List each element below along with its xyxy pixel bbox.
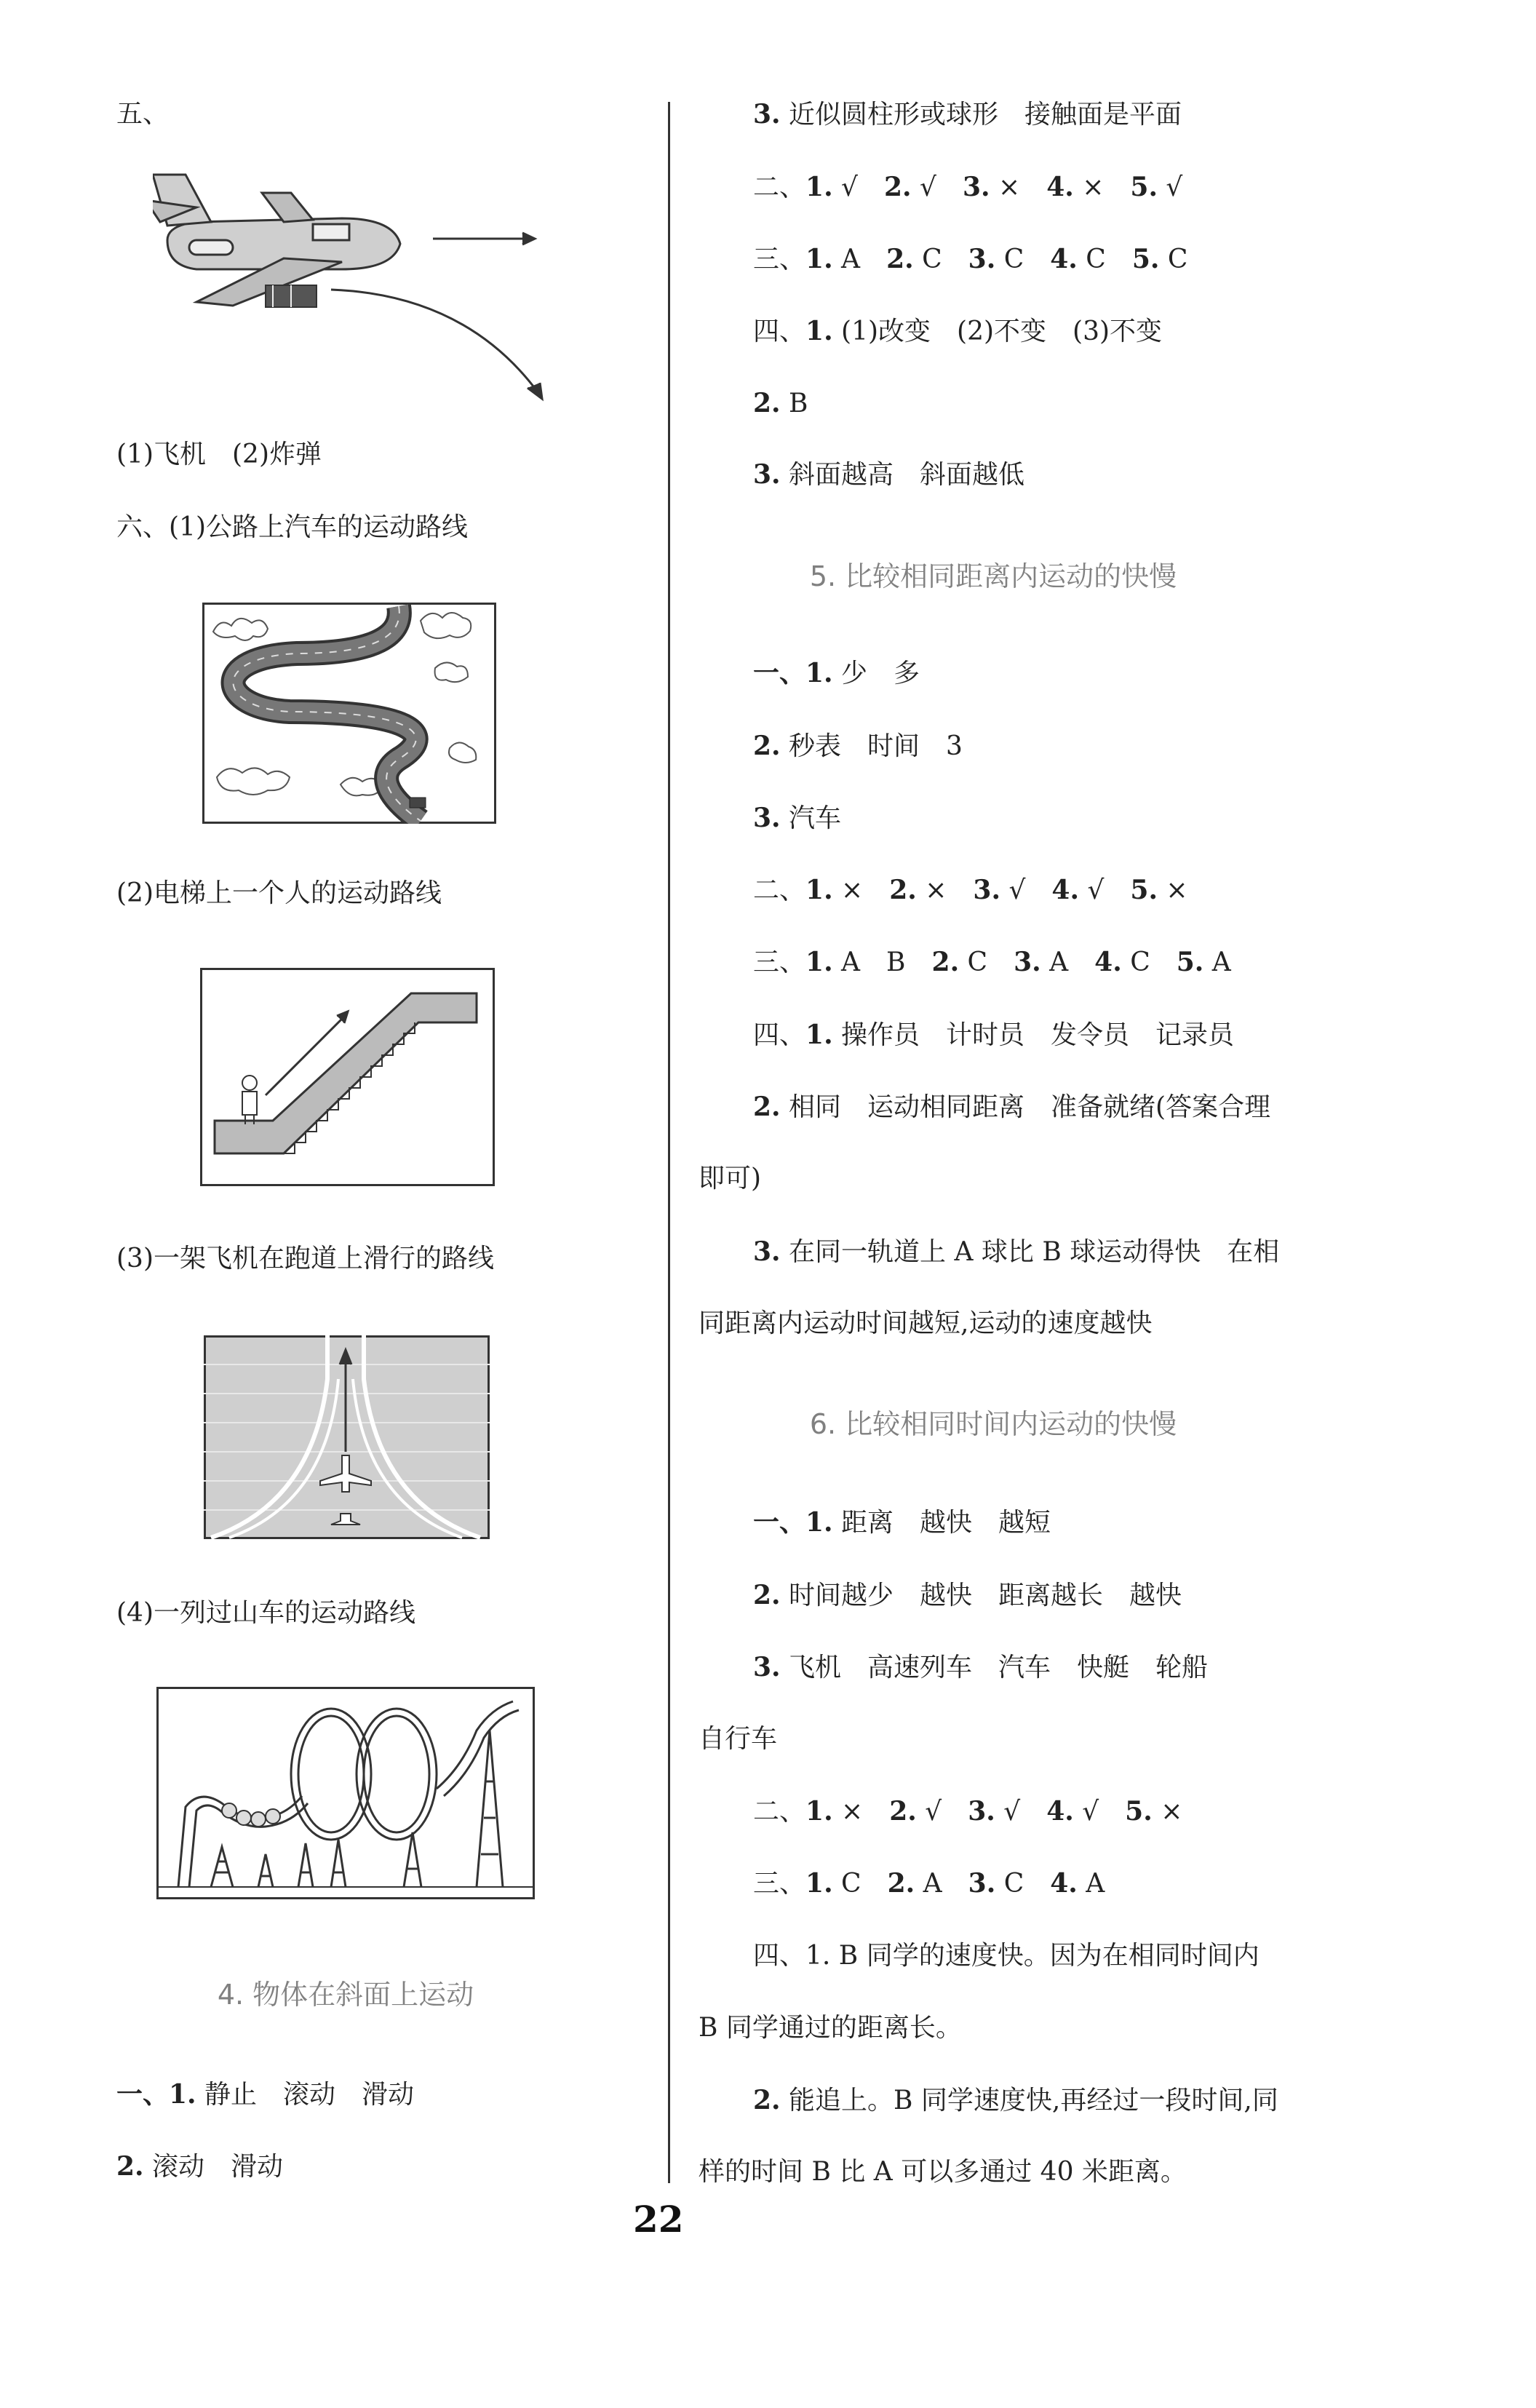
section-6-title: 6. 比较相同时间内运动的快慢 xyxy=(809,1408,1177,1440)
s6-answer-2: 2. 时间越少 越快 距离越长 越快 xyxy=(753,1580,1182,1610)
section-4-title: 4. 物体在斜面上运动 xyxy=(217,1979,474,2011)
road-car-figure xyxy=(202,603,496,824)
s5-si-2: 2. 相同 运动相同距离 准备就绪(答案合理 xyxy=(753,1092,1271,1122)
s5-answer-2: 2. 秒表 时间 3 xyxy=(753,731,963,761)
s6-san-row: 三、1. C 2. A 3. C 4. A xyxy=(753,1868,1105,1899)
rollercoaster-figure xyxy=(156,1687,535,1899)
s5-answer-1: 一、1. 少 多 xyxy=(753,658,920,688)
r-er-row: 二、1. √ 2. √ 3. × 4. × 5. √ xyxy=(753,172,1183,202)
s6-si-2: 2. 能追上。B 同学速度快,再经过一段时间,同 xyxy=(753,2085,1278,2115)
r-si-3: 3. 斜面越高 斜面越低 xyxy=(753,459,1025,490)
runway-figure xyxy=(204,1335,490,1539)
s4-answer-2: 2. 滚动 滑动 xyxy=(116,2151,284,2182)
s4-answer-1: 一、1. 静止 滚动 滑动 xyxy=(116,2079,415,2110)
q4-label: (4)一列过山车的运动路线 xyxy=(116,1598,415,1628)
s5-er-row: 二、1. × 2. × 3. √ 4. √ 5. × xyxy=(753,875,1188,905)
s6-answer-1: 一、1. 距离 越快 越短 xyxy=(753,1507,1051,1538)
r-answer-3: 3. 近似圆柱形或球形 接触面是平面 xyxy=(753,99,1182,130)
plane-caption: (1)飞机 (2)炸弹 xyxy=(116,440,322,469)
q3-label: (3)一架飞机在跑道上滑行的路线 xyxy=(116,1244,494,1273)
s5-answer-3: 3. 汽车 xyxy=(753,803,842,833)
r-si-1: 四、1. (1)改变 (2)不变 (3)不变 xyxy=(753,316,1163,346)
column-divider xyxy=(668,102,670,2183)
airplane-bomb-figure xyxy=(153,167,553,408)
bomb-icon xyxy=(266,285,317,307)
section-liu-q1: 六、(1)公路上汽车的运动路线 xyxy=(116,512,468,542)
s6-si-1: 四、1. B 同学的速度快。因为在相同时间内 xyxy=(753,1941,1260,1971)
s5-san-row: 三、1. A B 2. C 3. A 4. C 5. A xyxy=(753,947,1231,977)
s5-si-3: 3. 在同一轨道上 A 球比 B 球运动得快 在相 xyxy=(753,1236,1280,1267)
s6-answer-3: 3. 飞机 高速列车 汽车 快艇 轮船 xyxy=(753,1652,1209,1682)
page-number: 22 xyxy=(633,2198,684,2241)
car-icon xyxy=(410,798,426,808)
s6-answer-3-cont: 自行车 xyxy=(699,1724,778,1754)
q2-label: (2)电梯上一个人的运动路线 xyxy=(116,878,442,908)
r-san-row: 三、1. A 2. C 3. C 4. C 5. C xyxy=(753,244,1188,274)
s6-si-1-cont: B 同学通过的距离长。 xyxy=(699,2013,962,2043)
s5-si-3-cont: 同距离内运动时间越短,运动的速度越快 xyxy=(699,1308,1153,1338)
s5-si-1: 四、1. 操作员 计时员 发令员 记录员 xyxy=(753,1020,1235,1050)
section-5-title: 5. 比较相同距离内运动的快慢 xyxy=(809,560,1177,592)
section-wu-label: 五、 xyxy=(116,99,170,129)
s6-si-2-cont: 样的时间 B 比 A 可以多通过 40 米距离。 xyxy=(699,2157,1187,2187)
escalator-figure xyxy=(200,968,495,1186)
s5-si-2-cont: 即可) xyxy=(699,1164,762,1193)
r-si-2: 2. B xyxy=(753,388,808,418)
s6-er-row: 二、1. × 2. √ 3. √ 4. √ 5. × xyxy=(753,1796,1183,1827)
